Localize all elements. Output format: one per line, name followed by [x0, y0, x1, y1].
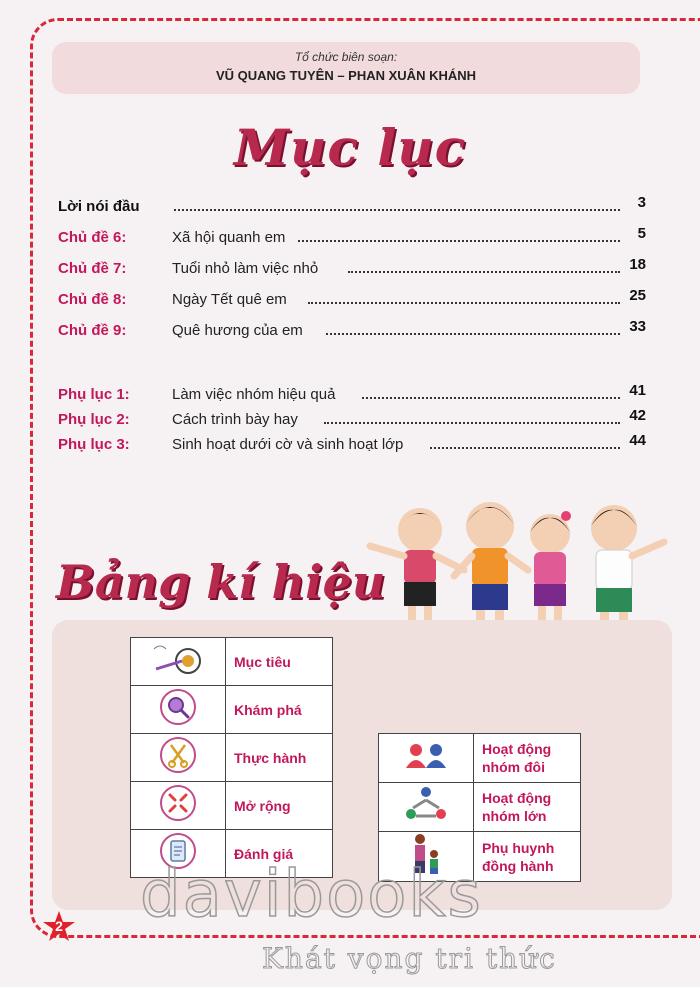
toc-label: Chủ đề 9: — [58, 322, 127, 339]
symbol-row — [131, 638, 333, 686]
child-figure — [530, 511, 571, 634]
toc-leader — [324, 422, 620, 424]
toc-leader — [308, 302, 620, 304]
symbol-label-line: Phụ huynh — [482, 839, 555, 856]
toc-row[interactable] — [58, 432, 650, 458]
watermark-brand: davibooks — [140, 858, 483, 932]
symbol-icon-cell — [131, 734, 226, 782]
toc-page: 41 — [629, 382, 646, 399]
header-authors: VŨ QUANG TUYÊN – PHAN XUÂN KHÁNH — [215, 68, 477, 83]
symbol-label-line: đồng hành — [482, 857, 554, 874]
page-number-badge — [42, 910, 76, 944]
toc-entry-title: Sinh hoạt dưới cờ và sinh hoạt lớp — [172, 436, 407, 453]
toc-row[interactable] — [58, 256, 650, 282]
symbol-label-line: nhóm lớn — [482, 808, 547, 824]
toc-leader — [362, 397, 620, 399]
symbol-label: Đánh giá — [226, 830, 333, 878]
symbol-icon-cell — [131, 686, 226, 734]
symbol-row — [131, 782, 333, 830]
symbol-label — [474, 734, 581, 783]
symbol-icon-cell — [379, 734, 474, 783]
toc-label: Phụ lục 3: — [58, 436, 130, 453]
toc-page: 42 — [629, 407, 646, 424]
toc-row[interactable] — [58, 382, 650, 408]
header-subtitle: Tổ chức biên soạn: — [294, 50, 398, 64]
target-icon — [148, 639, 208, 679]
toc-title: Mục lục — [233, 118, 467, 177]
header-box — [52, 42, 640, 94]
toc-label: Lời nói đầu — [58, 198, 140, 215]
watermark-slogan: Khát vọng tri thức — [262, 942, 557, 975]
symbol-row — [379, 734, 581, 783]
toc-page: 44 — [629, 432, 646, 449]
toc-leader — [326, 333, 620, 335]
symbol-label-line: Hoạt động — [482, 741, 552, 757]
scissors-icon — [158, 735, 198, 775]
toc-page: 25 — [629, 287, 646, 304]
symbol-label-line: nhóm đôi — [482, 759, 545, 775]
symbols-table-left — [130, 637, 333, 878]
toc-page: 18 — [629, 256, 646, 273]
symbol-label-line: Hoạt động — [482, 790, 552, 806]
toc-page: 33 — [629, 318, 646, 335]
toc-leader — [298, 240, 620, 242]
pair-icon — [396, 738, 456, 774]
expand-icon — [158, 783, 198, 823]
toc-label: Chủ đề 8: — [58, 291, 127, 308]
toc-entry-title: Cách trình bày hay — [172, 411, 302, 428]
toc-label: Phụ lục 1: — [58, 386, 130, 403]
toc-label: Chủ đề 6: — [58, 229, 127, 246]
group-icon — [401, 784, 451, 826]
toc-row[interactable] — [58, 407, 650, 433]
toc-entry-title: Tuổi nhỏ làm việc nhỏ — [172, 260, 322, 277]
toc-row[interactable] — [58, 287, 650, 313]
symbol-label: Thực hành — [226, 734, 333, 782]
toc-page: 5 — [637, 225, 646, 242]
page-number: 2 — [55, 918, 63, 934]
toc-row[interactable] — [58, 318, 650, 344]
symbol-label: Mở rộng — [226, 782, 333, 830]
toc-entry-title: Quê hương của em — [172, 322, 307, 339]
symbol-icon-cell — [131, 638, 226, 686]
magnifier-icon — [158, 687, 198, 727]
symbol-label: Mục tiêu — [226, 638, 333, 686]
toc-entry-title: Làm việc nhóm hiệu quả — [172, 386, 339, 403]
toc-page: 3 — [637, 194, 646, 211]
toc-leader — [430, 447, 620, 449]
symbol-row — [131, 686, 333, 734]
symbol-label: Khám phá — [226, 686, 333, 734]
toc-entry-title: Ngày Tết quê em — [172, 291, 291, 308]
toc-leader — [174, 209, 620, 211]
toc-row[interactable] — [58, 225, 650, 251]
symbol-row — [379, 783, 581, 832]
symbol-label — [474, 783, 581, 832]
symbols-title: Bảng kí hiệu — [56, 555, 386, 609]
symbol-row — [131, 734, 333, 782]
toc-label: Chủ đề 7: — [58, 260, 127, 277]
toc-row[interactable] — [58, 194, 650, 220]
toc-leader — [348, 271, 620, 273]
symbol-icon-cell — [379, 783, 474, 832]
toc-label: Phụ lục 2: — [58, 411, 130, 428]
toc-entry-title: Xã hội quanh em — [172, 229, 289, 246]
symbol-label — [474, 832, 581, 882]
symbol-icon-cell — [131, 782, 226, 830]
